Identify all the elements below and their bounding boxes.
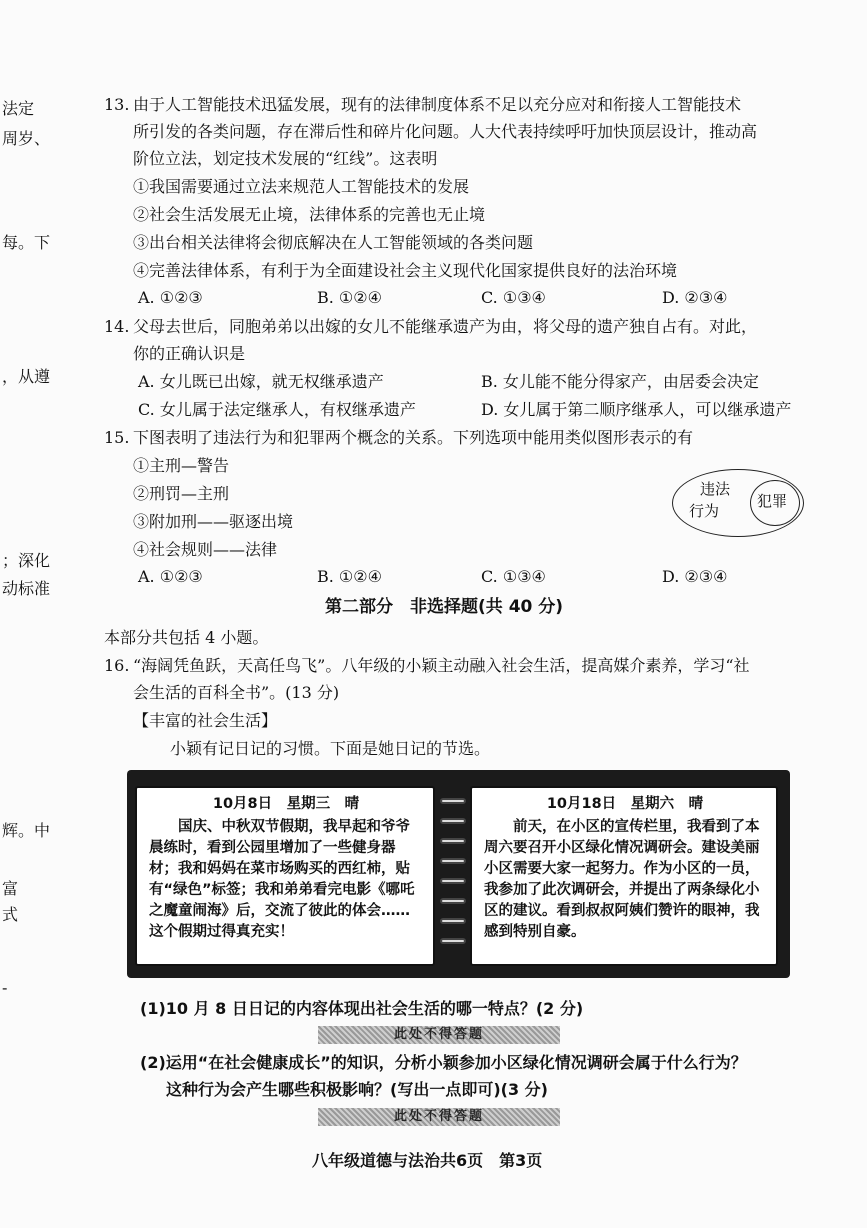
question-stem-line: 所引发的各类问题，存在滞后性和碎片化问题。人大代表持续呼吁加快顶层设计，推动高 (133, 122, 758, 141)
diary-text: 国庆、中秋双节假期，我早起和爷爷晨练时，看到公园里增加了一些健身器材；我和妈妈在菜市场购买的西红柿，贴有“绿色”标签；我和弟弟看完电影《哪吒之魔童闹海》后，交流了彼此的体会……这个假期过得真充实！ (149, 819, 415, 940)
question-stem-line: 会生活的百科全书”。(13 分) (133, 683, 340, 702)
question-number: 14. (104, 317, 130, 336)
option-b: B. ①②④ (317, 567, 382, 586)
page-footer: 八年级道德与法治共6页 第3页 (312, 1151, 543, 1170)
diary-binding (440, 790, 466, 960)
question-stem-line: 下图表明了违法行为和犯罪两个概念的关系。下列选项中能用类似图形表示的有 (133, 428, 694, 447)
margin-fragment: 每。下 (2, 233, 51, 252)
question-stem-line: 由于人工智能技术迅猛发展，现有的法律制度体系不足以充分应对和衔接人工智能技术 (133, 95, 742, 114)
margin-fragment: - (2, 978, 8, 997)
margin-fragment: 富 (2, 879, 19, 898)
statement-item: ②刑罚—主刑 (133, 484, 230, 503)
option-a: A. ①②③ (138, 567, 203, 586)
question-number: 15. (104, 428, 130, 447)
margin-fragment: 法定 (2, 99, 35, 118)
diary-date: 10月18日 星期六 晴 (546, 796, 704, 812)
statement-item: ①我国需要通过立法来规范人工智能技术的发展 (133, 177, 470, 196)
statement-item: ①主刑—警告 (133, 456, 230, 475)
diary-page-right (470, 786, 778, 966)
margin-fragment: 式 (2, 905, 19, 924)
subsection-title: 【丰富的社会生活】 (133, 711, 278, 730)
question-number: 13. (104, 95, 130, 114)
option-d: D. 女儿属于第二顺序继承人，可以继承遗产 (481, 400, 792, 419)
margin-fragment: 周岁、 (2, 129, 51, 148)
option-d: D. ②③④ (662, 288, 728, 307)
sub-question-2-cont: 这种行为会产生哪些积极影响？(写出一点即可)(3 分) (166, 1080, 548, 1099)
lead-text: 小颖有记日记的习惯。下面是她日记的节选。 (170, 739, 491, 758)
option-c: C. 女儿属于法定继承人，有权继承遗产 (138, 400, 416, 419)
statement-item: ④完善法律体系，有利于为全面建设社会主义现代化国家提供良好的法治环境 (133, 261, 678, 280)
option-a: A. 女儿既已出嫁，就无权继承遗产 (138, 372, 384, 391)
statement-item: ③出台相关法律将会彻底解决在人工智能领域的各类问题 (133, 233, 534, 252)
diary-page-left (135, 786, 435, 966)
sub-question-2: (2)运用“在社会健康成长”的知识，分析小颖参加小区绿化情况调研会属于什么行为？ (140, 1053, 747, 1072)
sub-question-1: (1)10 月 8 日日记的内容体现出社会生活的哪一特点？(2 分) (140, 999, 584, 1018)
section-heading: 第二部分 非选择题(共 40 分) (325, 597, 564, 617)
diary-text: 前天，在小区的宣传栏里，我看到了本周六要召开小区绿化情况调研会。建设美丽小区需要大家一起努力。作为小区的一员，我参加了此次调研会，并提出了两条绿化小区的建议。看到叔叔阿姨们赞许的眼神，我感到特别自豪。 (484, 819, 760, 940)
no-answer-zone: 此处不得答题 (318, 1108, 560, 1126)
question-stem-line: 你的正确认识是 (133, 344, 246, 363)
diary-date: 10月8日 星期三 晴 (212, 796, 360, 812)
option-b: B. ①②④ (317, 288, 382, 307)
statement-item: ②社会生活发展无止境，法律体系的完善也无止境 (133, 205, 486, 224)
statement-item: ③附加刑——驱逐出境 (133, 512, 294, 531)
section-intro: 本部分共包括 4 小题。 (104, 628, 269, 647)
question-stem-line: 阶位立法，划定技术发展的“红线”。这表明 (133, 149, 438, 168)
margin-fragment: ；深化 (2, 551, 51, 570)
question-stem-line: 父母去世后，同胞弟弟以出嫁的女儿不能继承遗产为由，将父母的遗产独自占有。对此， (133, 317, 758, 336)
margin-fragment: 辉。中 (2, 821, 51, 840)
venn-inner-label: 犯罪 (757, 492, 788, 510)
venn-outer-label: 违法 (700, 480, 731, 498)
statement-item: ④社会规则——法律 (133, 540, 278, 559)
margin-fragment: 动标准 (2, 579, 51, 598)
no-answer-zone: 此处不得答题 (318, 1026, 560, 1044)
question-number: 16. (104, 656, 130, 675)
option-c: C. ①③④ (481, 288, 546, 307)
option-b: B. 女儿能不能分得家产，由居委会决定 (481, 372, 759, 391)
margin-fragment: ，从遵 (2, 367, 51, 386)
option-a: A. ①②③ (138, 288, 203, 307)
venn-outer-label: 行为 (689, 502, 720, 520)
option-d: D. ②③④ (662, 567, 728, 586)
option-c: C. ①③④ (481, 567, 546, 586)
question-stem-line: “海阔凭鱼跃，天高任鸟飞”。八年级的小颖主动融入社会生活，提高媒介素养，学习“社 (133, 656, 750, 675)
